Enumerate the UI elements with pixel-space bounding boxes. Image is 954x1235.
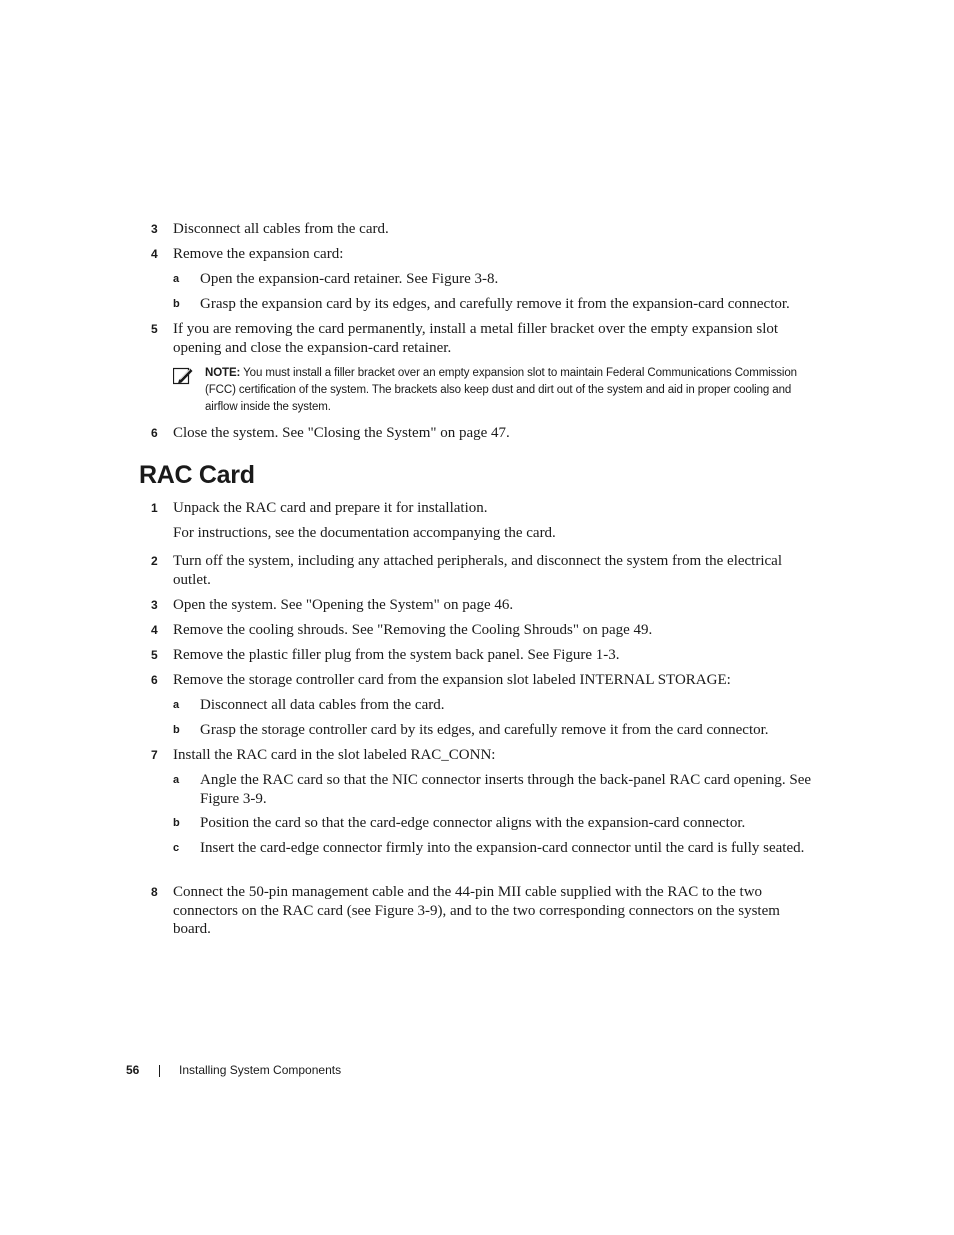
substep-b-grasp-card <box>173 295 816 314</box>
section-heading: RAC Card <box>139 461 255 489</box>
substep-letter: a <box>173 774 180 786</box>
note-text <box>205 365 818 416</box>
rac-substep-6b <box>173 721 816 740</box>
step-6-close-system <box>151 424 816 443</box>
step-text: Disconnect all cables from the card. <box>173 221 389 237</box>
substep-a-open-retainer <box>173 270 816 289</box>
step-number: 1 <box>151 501 158 515</box>
step-number: 6 <box>151 426 158 440</box>
substep-text: Angle the RAC card so that the NIC connector inserts through the back-panel RAC card opening. See Figure 3-9. <box>200 772 812 807</box>
substep-letter: b <box>173 298 180 310</box>
step-text: If you are removing the card permanently, install a metal filler bracket over the empty expansion slot opening and close the expansion-card retainer. <box>173 321 779 356</box>
step-number: 6 <box>151 673 158 687</box>
footer-separator <box>159 1065 160 1077</box>
step-text: Open the system. See "Opening the System" on page 46. <box>173 597 514 613</box>
page-footer <box>126 1062 342 1078</box>
substep-letter: a <box>173 699 180 711</box>
step-text: Unpack the RAC card and prepare it for installation. <box>173 500 488 516</box>
substep-text: Grasp the expansion card by its edges, and carefully remove it from the expansion-card connector. <box>200 296 790 312</box>
note-block <box>173 365 818 416</box>
page-number: 56 <box>126 1063 140 1077</box>
step-text: Remove the plastic filler plug from the system back panel. See Figure 1-3. <box>173 647 620 663</box>
note-body: You must install a filler bracket over an empty expansion slot to maintain Federal Communications Commission (FCC) certification of the system. The brackets also keep dust and dirt out of the system and aid in proper cooling and airflow inside the system. <box>205 367 797 413</box>
note-pencil-icon <box>173 366 193 385</box>
substep-text: Insert the card-edge connector firmly into the expansion-card connector until the card is fully seated. <box>200 840 805 856</box>
rac-step-3-open-system <box>151 596 816 615</box>
step-4-remove-expansion-card <box>151 245 816 264</box>
substep-text: Open the expansion-card retainer. See Figure 3-8. <box>200 271 499 287</box>
substep-text: Grasp the storage controller card by its edges, and carefully remove it from the card connector. <box>200 722 769 738</box>
step-text: Install the RAC card in the slot labeled RAC_CONN: <box>173 747 496 763</box>
substep-letter: c <box>173 842 180 854</box>
step-text: Connect the 50-pin management cable and the 44-pin MII cable supplied with the RAC to the two connectors on the RAC card (see Figure 3-9), and to the two corresponding connectors on the system board. <box>173 884 780 937</box>
step-3-disconnect-cables <box>151 220 816 239</box>
step-text: Turn off the system, including any attached peripherals, and disconnect the system from the electrical outlet. <box>173 553 782 588</box>
chapter-title: Installing System Components <box>179 1063 342 1077</box>
substep-text: Disconnect all data cables from the card. <box>200 697 445 713</box>
substep-letter: b <box>173 817 180 829</box>
step-text: Remove the expansion card: <box>173 246 344 262</box>
step-number: 2 <box>151 554 158 568</box>
rac-step-2-turn-off <box>151 552 816 589</box>
step-number: 5 <box>151 648 158 662</box>
step-number: 4 <box>151 247 158 261</box>
step-number: 3 <box>151 598 158 612</box>
rac-step-8-connect-cables <box>151 883 816 939</box>
rac-step-1-instructions: For instructions, see the documentation accompanying the card. <box>173 525 556 541</box>
step-number: 3 <box>151 222 158 236</box>
rac-substep-7b <box>173 814 816 833</box>
substep-letter: b <box>173 724 180 736</box>
rac-step-1-unpack <box>151 499 816 518</box>
rac-step-6-remove-storage-controller <box>151 671 816 690</box>
step-5-install-filler-bracket <box>151 320 816 357</box>
step-text: Remove the cooling shrouds. See "Removing the Cooling Shrouds" on page 49. <box>173 622 653 638</box>
step-number: 7 <box>151 748 158 762</box>
note-label: NOTE: <box>205 367 241 379</box>
rac-step-7-install-rac <box>151 746 816 765</box>
substep-text: Position the card so that the card-edge connector aligns with the expansion-card connector. <box>200 815 746 831</box>
step-number: 8 <box>151 885 158 899</box>
step-text: Close the system. See "Closing the System" on page 47. <box>173 425 510 441</box>
rac-substep-7c <box>173 839 816 858</box>
rac-substep-7a <box>173 771 816 808</box>
step-number: 4 <box>151 623 158 637</box>
rac-step-5-remove-filler-plug <box>151 646 816 665</box>
rac-substep-6a <box>173 696 816 715</box>
substep-letter: a <box>173 273 180 285</box>
step-text: Remove the storage controller card from the expansion slot labeled INTERNAL STORAGE: <box>173 672 731 688</box>
step-number: 5 <box>151 322 158 336</box>
rac-step-4-remove-shrouds <box>151 621 816 640</box>
